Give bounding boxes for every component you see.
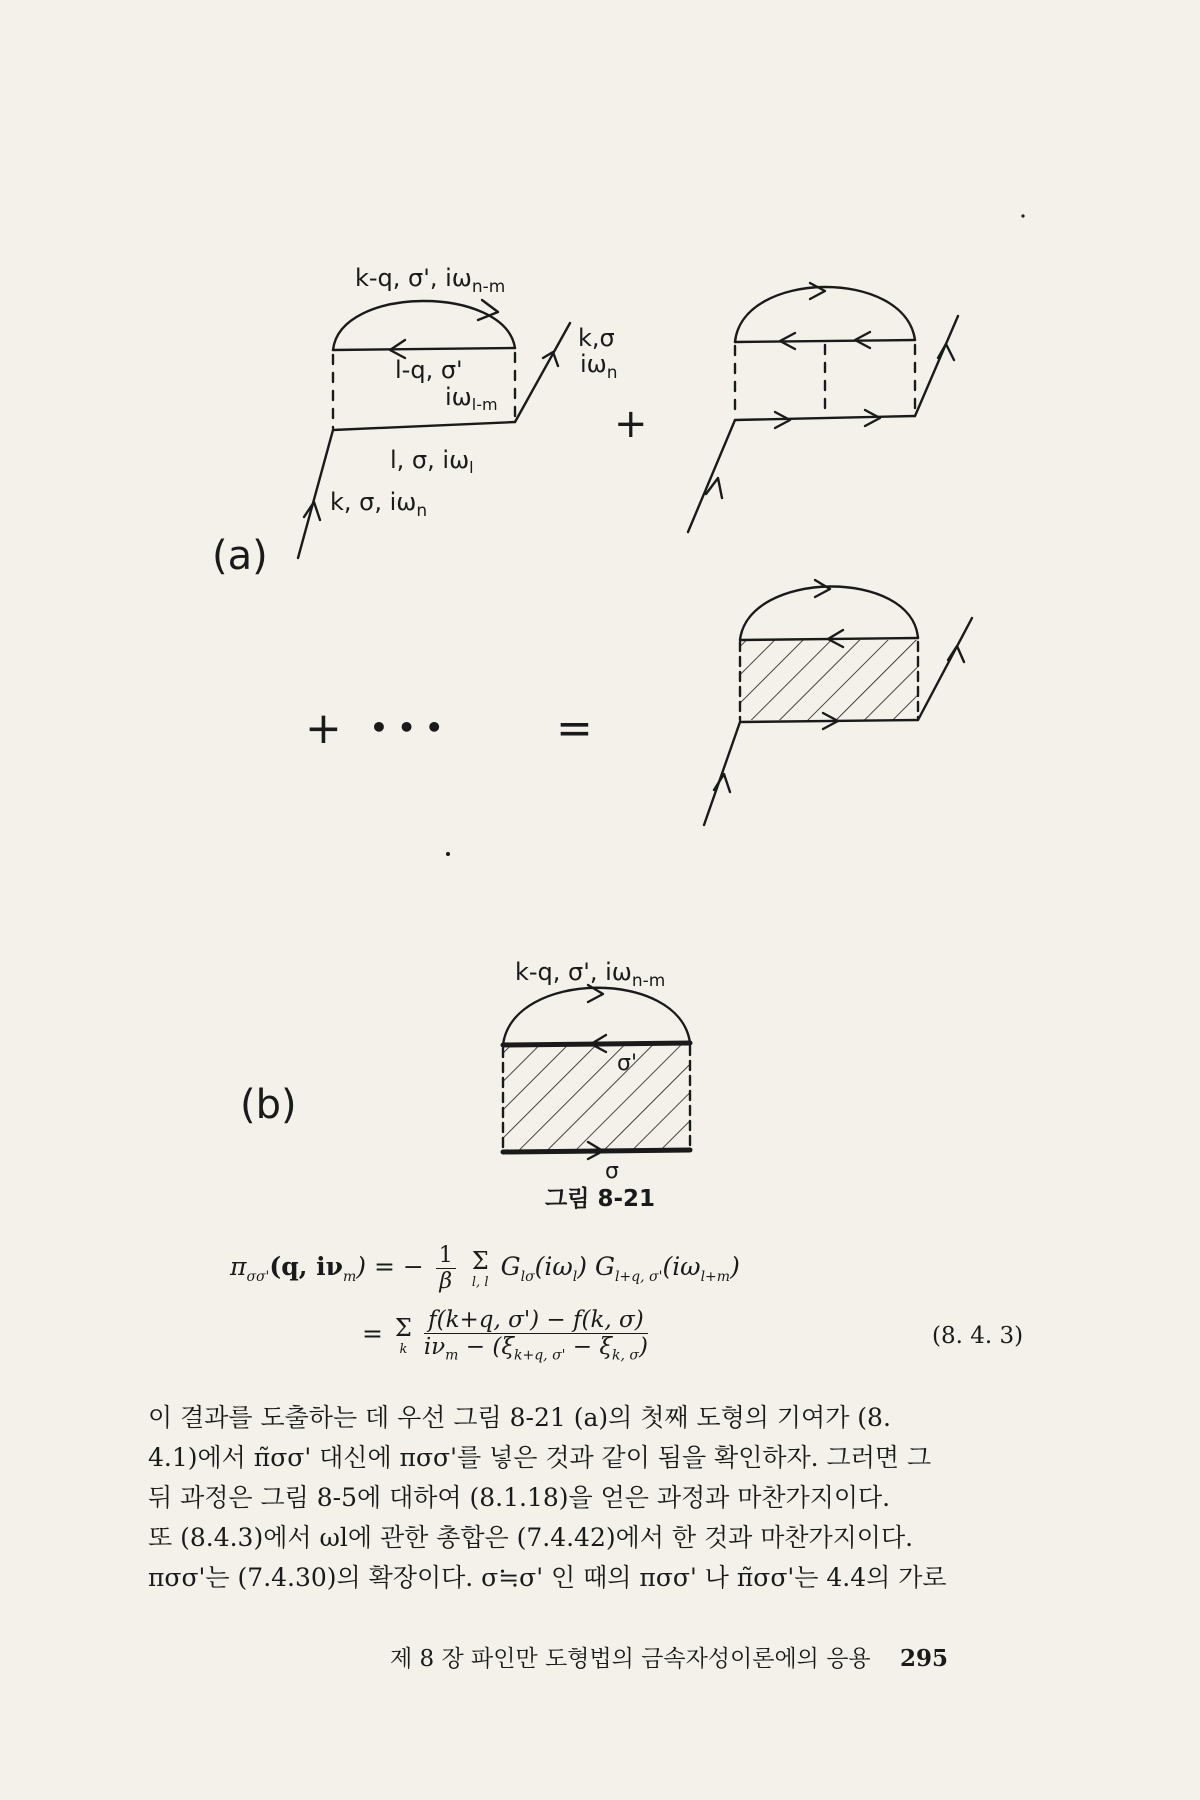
a1-outgoing-line [515, 323, 570, 422]
a3-hatched-block [740, 640, 918, 720]
b-upper-spin-label: σ' [617, 1051, 637, 1076]
diagram-a1 [298, 300, 570, 558]
a1-lower-line [333, 422, 515, 430]
a2-outgoing-line [915, 316, 958, 416]
body-line-3: 뒤 과정은 그림 8-5에 대하여 (8.1.18)을 얻은 과정과 마찬가지이다. [148, 1483, 891, 1512]
diagram-a-resummed [704, 580, 972, 825]
plus-sign-1: + [614, 401, 648, 447]
a1-upper-line [333, 348, 515, 350]
a1-inner-bottom-label: l, σ, $i\omega_l$ [390, 446, 474, 477]
a1-outgoing-label-1: k,σ [578, 324, 615, 352]
a3-lower-line [740, 720, 918, 722]
a2-incoming-line [688, 420, 735, 532]
a2-top-arc [735, 287, 915, 342]
body-line-5: πσσ'는 (7.4.30)의 확장이다. σ≒σ' 인 때의 πσσ' 나 π̃σσ'는 4.4의 가로 [148, 1563, 947, 1592]
equation-number: (8. 4. 3) [932, 1323, 1024, 1349]
a1-incoming-line [298, 430, 333, 558]
page-number: 295 [899, 1645, 948, 1672]
equation-line-1: $\pi_{\sigma\sigma'}(q$, $i\nu_m$) = − $\frac{1}{\beta}$ Σ l, l $G_{l\sigma}(i\omega_l)$ $G_{l+q, \sigma'}(i\omega_{l+m})$ [230, 1243, 740, 1294]
a3-arc-arrow [815, 580, 830, 597]
b-lower-spin-label: σ [605, 1159, 619, 1180]
body-line-1: 이 결과를 도출하는 데 우선 그림 8-21 (a)의 첫째 도형의 기여가 (8. [148, 1403, 891, 1432]
body-line-2: 4.1)에서 π̃σσ' 대신에 πσσ'를 넣은 것과 같이 됨을 확인하자. 그러면 그 [148, 1443, 932, 1472]
figure-caption: 그림 8-21 [545, 1186, 655, 1212]
diagram-b [503, 985, 690, 1159]
fig-dots [446, 214, 1025, 1180]
equals-sign: = [556, 703, 593, 754]
b-top-arc-label: k-q, σ', $i\omega_{n-m}$ [515, 958, 666, 991]
a2-upper-line [735, 340, 915, 342]
plus-sign-2: + [305, 703, 342, 754]
a1-inner-top-label-2: $i\omega_{l-m}$ [445, 383, 498, 414]
panel-a-label: (a) [212, 533, 268, 579]
a3-top-arc [740, 586, 918, 640]
body-paragraph [148, 1398, 1020, 1598]
b-lower-line [503, 1150, 690, 1152]
b-hatched-block [503, 1045, 690, 1150]
diagram-a2 [688, 283, 958, 532]
a2-arc-arrow [810, 283, 825, 299]
panel-b-label: (b) [240, 1082, 297, 1128]
a1-arc-arrow [478, 300, 498, 320]
a1-top-arc-label: k-q, σ', $i\omega_{n-m}$ [355, 264, 506, 297]
b-upper-line [503, 1043, 690, 1045]
equation-line-2: = Σ k f(k+q, σ') − f(k, σ) $i\nu_m - (\xi_{k+q, \sigma'} - \xi_{k, \sigma})$ [362, 1307, 648, 1364]
a3-outgoing-line [918, 618, 972, 720]
a1-top-arc [333, 301, 515, 350]
running-footer [390, 1640, 948, 1673]
a1-inner-top-label-1: l-q, σ' [395, 356, 463, 384]
chapter-title: 제 8 장 파인만 도형법의 금속자성이론에의 응용 [390, 1646, 871, 1672]
a2-lower-line [735, 416, 915, 420]
a1-outgoing-label-2: $i\omega_n$ [580, 350, 618, 383]
body-line-4: 또 (8.4.3)에서 ωl에 관한 총합은 (7.4.42)에서 한 것과 마찬가지이다. [148, 1523, 914, 1552]
a3-incoming-line [704, 722, 740, 825]
ellipsis: • • • [370, 711, 444, 744]
a1-incoming-label: k, σ, $i\omega_n$ [330, 488, 428, 521]
